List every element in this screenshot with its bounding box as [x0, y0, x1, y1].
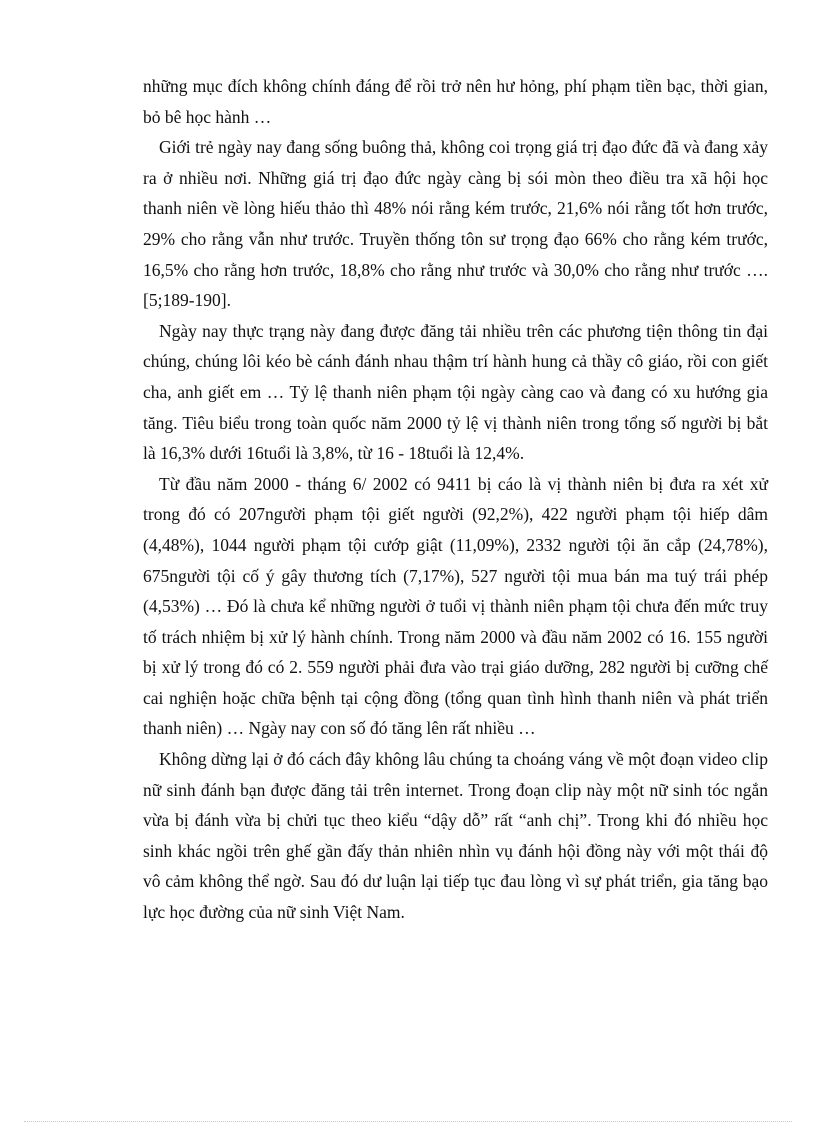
document-page	[143, 71, 768, 928]
paragraph-court-statistics: Từ đầu năm 2000 - tháng 6/ 2002 có 9411 bị cáo là vị thành niên bị đưa ra xét xử trong đó có 207người phạm tội giết người (92,2%), 422 người phạm tội hiếp dâm (4,48%), 1044 người phạm tội cướp giật (11,09%), 2332 người tội ăn cắp (24,78%), 675người tội cố ý gây thương tích (7,17%), 527 người tội mua bán ma tuý trái phép (4,53%) … Đó là chưa kể những người ở tuổi vị thành niên phạm tội chưa đến mức truy tố trách nhiệm bị xử lý hành chính. Trong năm 2000 và đầu năm 2002 có 16. 155 người bị xử lý trong đó có 2. 559 người phải đưa vào trại giáo dưỡng, 282 người bị cưỡng chế cai nghiện hoặc chữa bệnh tại cộng đồng (tổng quan tình hình thanh niên và phát triển thanh niên) … Ngày nay con số đó tăng lên rất nhiều …	[143, 473, 768, 739]
paragraph-video-clip: Không dừng lại ở đó cách đây không lâu chúng ta choáng váng về một đoạn video clip nữ sinh đánh bạn được đăng tải trên internet. Trong đoạn clip này một nữ sinh tóc ngắn vừa bị đánh vừa bị chửi tục theo kiểu “dậy dỗ” rất “anh chị”. Trong khi đó nhiều học sinh khác ngồi trên ghế gần đấy thản nhiên nhìn vụ đánh hội đồng này với một thái độ vô cảm không thể ngờ. Sau đó dư luận lại tiếp tục đau lòng vì sự phát triển, gia tăng bạo lực học đường của nữ sinh Việt Nam.	[143, 749, 768, 923]
paragraph-crime-rate: Ngày nay thực trạng này đang được đăng tải nhiều trên các phương tiện thông tin đại chúng, chúng lôi kéo bè cánh đánh nhau thậm trí hành hung cả thầy cô giáo, rồi con giết cha, anh giết em … Tỷ lệ thanh niên phạm tội ngày càng cao và đang có xu hướng gia tăng. Tiêu biểu trong toàn quốc năm 2000 tỷ lệ vị thành niên trong tổng số người bị bắt là 16,3% dưới 16tuổi là 3,8%, từ 16 - 18tuổi là 12,4%.	[143, 320, 768, 464]
page-bottom-divider	[24, 1121, 792, 1122]
paragraph-youth-values: Giới trẻ ngày nay đang sống buông thả, không coi trọng giá trị đạo đức đã và đang xảy ra ở nhiều nơi. Những giá trị đạo đức ngày càng bị sói mòn theo điều tra xã hội học thanh niên về lòng hiếu thảo thì 48% nói rằng kém trước, 21,6% nói rằng tốt hơn trước, 29% cho rằng vẫn như trước. Truyền thống tôn sư trọng đạo 66% cho rằng kém trước, 16,5% cho rằng hơn trước, 18,8% cho rằng như trước và 30,0% cho rằng như trước …. [5;189-190].	[143, 137, 768, 311]
paragraph-continuation: những mục đích không chính đáng để rồi trở nên hư hỏng, phí phạm tiền bạc, thời gian, bỏ bê học hành …	[143, 76, 768, 127]
